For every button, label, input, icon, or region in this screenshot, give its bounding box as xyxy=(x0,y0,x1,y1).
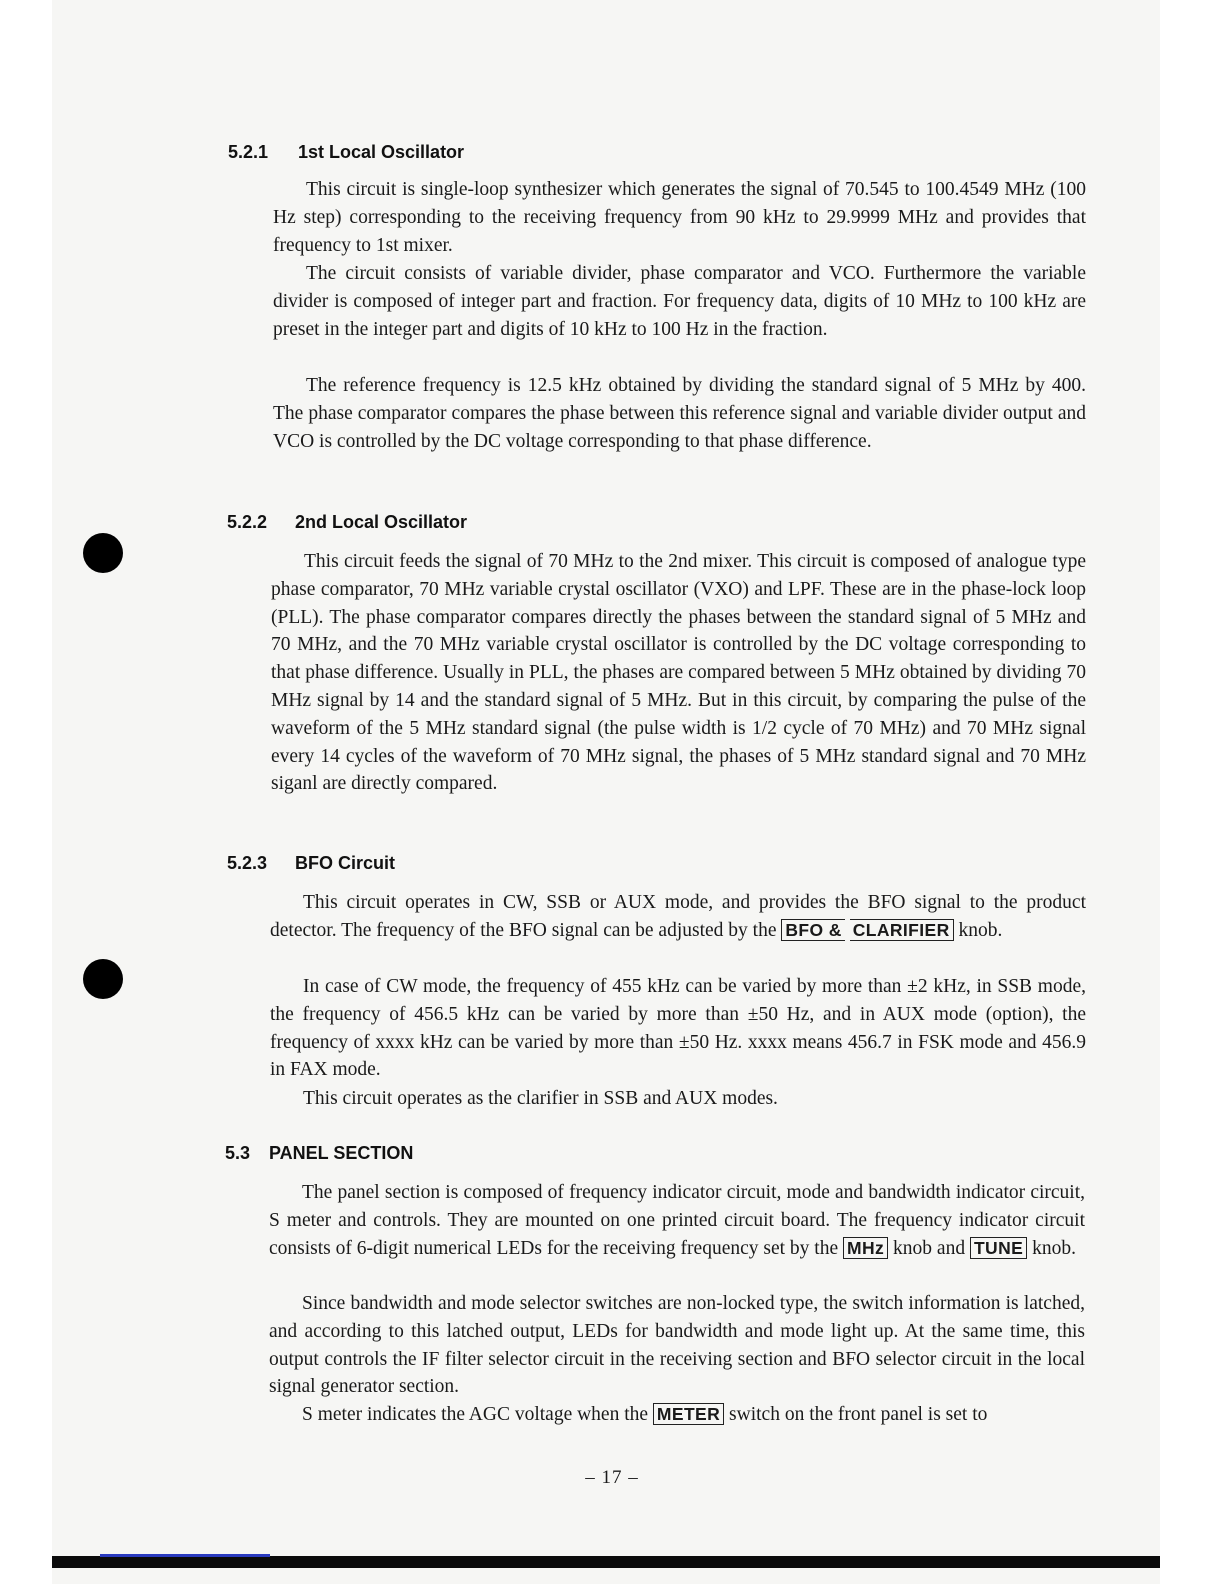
punch-hole xyxy=(83,959,123,999)
paragraph: Since bandwidth and mode selector switches are non-locked type, the switch information is latched, and according to this latched output, LEDs for bandwidth and mode light up. At the same time, this output controls the IF filter selector circuit in the receiving section and BFO selector circuit in the local signal generator section. xyxy=(269,1293,1085,1398)
paragraph: This circuit operates as the clarifier in SSB and AUX modes. xyxy=(303,1088,778,1109)
bfo-clarifier-key-label: CLARIFIER xyxy=(850,919,954,941)
section-heading-5-2-3 xyxy=(227,853,395,874)
punch-hole xyxy=(83,533,123,573)
section-title: 1st Local Oscillator xyxy=(298,142,465,162)
paragraph: The panel section is composed of frequency indicator circuit, mode and bandwidth indicator circuit, S meter and controls. They are mounted on one printed circuit board. The frequency indicator circuit consists of 6-digit numerical LEDs for the receiving frequency set by the MHz knob and TUNE knob. xyxy=(269,1182,1085,1259)
meter-key-label: METER xyxy=(653,1403,724,1425)
section-number: 5.2.3 xyxy=(227,853,268,873)
section-number: 5.2.2 xyxy=(227,512,268,532)
section-number: 5.3 xyxy=(225,1143,251,1163)
section-title: BFO Circuit xyxy=(295,853,396,873)
paragraph: S meter indicates the AGC voltage when the METER switch on the front panel is set to xyxy=(302,1404,988,1425)
section-heading-5-2-1 xyxy=(228,142,464,163)
section-number: 5.2.1 xyxy=(228,142,269,162)
paragraph: The reference frequency is 12.5 kHz obtained by dividing the standard signal of 5 MHz by 400. The phase comparator compares the phase between this reference signal and variable divider output and VCO is controlled by the DC voltage corresponding to that phase difference. xyxy=(273,375,1086,452)
section-heading-5-3 xyxy=(225,1143,413,1164)
paragraph: In case of CW mode, the frequency of 455 kHz can be varied by more than ±2 kHz, in SSB mode, the frequency of 456.5 kHz can be varied by more than ±50 Hz, and in AUX mode (option), the frequency of xxxx kHz can be varied by more than ±50 Hz. xxxx means 456.7 in FSK mode and 456.9 in FAX mode. xyxy=(270,976,1086,1081)
paragraph: This circuit is single-loop synthesizer which generates the signal of 70.545 to 100.4549 MHz (100 Hz step) corresponding to the receiving frequency from 90 kHz to 29.9999 MHz and provides that frequency to 1st mixer. xyxy=(273,179,1086,256)
mhz-key-label: MHz xyxy=(843,1237,888,1259)
section-title: PANEL SECTION xyxy=(269,1143,414,1163)
scan-edge-bar xyxy=(52,1556,1160,1568)
scan-edge-mark xyxy=(100,1554,270,1557)
page-number: – 17 – xyxy=(585,1467,639,1488)
paragraph: This circuit feeds the signal of 70 MHz to the 2nd mixer. This circuit is composed of analogue type phase comparator, 70 MHz variable crystal oscillator (VXO) and LPF. These are in the phase-lock loop (PLL). The phase comparator compares directly the phases between the standard signal of 5 MHz and 70 MHz, and the 70 MHz variable crystal oscillator is controlled by the DC voltage corresponding to that phase difference. Usually in PLL, the phases are compared between 5 MHz obtained by dividing 70 MHz signal by 14 and the standard signal of 5 MHz. But in this circuit, by comparing the pulse of the waveform of the 5 MHz standard signal (the pulse width is 1/2 cycle of 70 MHz) and 70 MHz signal every 14 cycles of the waveform of 70 MHz signal, the phases of 5 MHz standard signal and 70 MHz siganl are directly compared. xyxy=(271,551,1086,795)
section-title: 2nd Local Oscillator xyxy=(295,512,468,532)
tune-key-label: TUNE xyxy=(970,1237,1027,1259)
section-heading-5-2-2 xyxy=(227,512,467,533)
paragraph: The circuit consists of variable divider, phase comparator and VCO. Furthermore the variable divider is composed of integer part and fraction. For frequency data, digits of 10 MHz to 100 kHz are preset in the integer part and digits of 10 kHz to 100 Hz in the fraction. xyxy=(273,263,1086,340)
paragraph: This circuit operates in CW, SSB or AUX mode, and provides the BFO signal to the product detector. The frequency of the BFO signal can be adjusted by the BFO & CLARIFIER knob. xyxy=(270,892,1086,941)
bfo-clarifier-key-label: BFO & xyxy=(781,919,844,941)
